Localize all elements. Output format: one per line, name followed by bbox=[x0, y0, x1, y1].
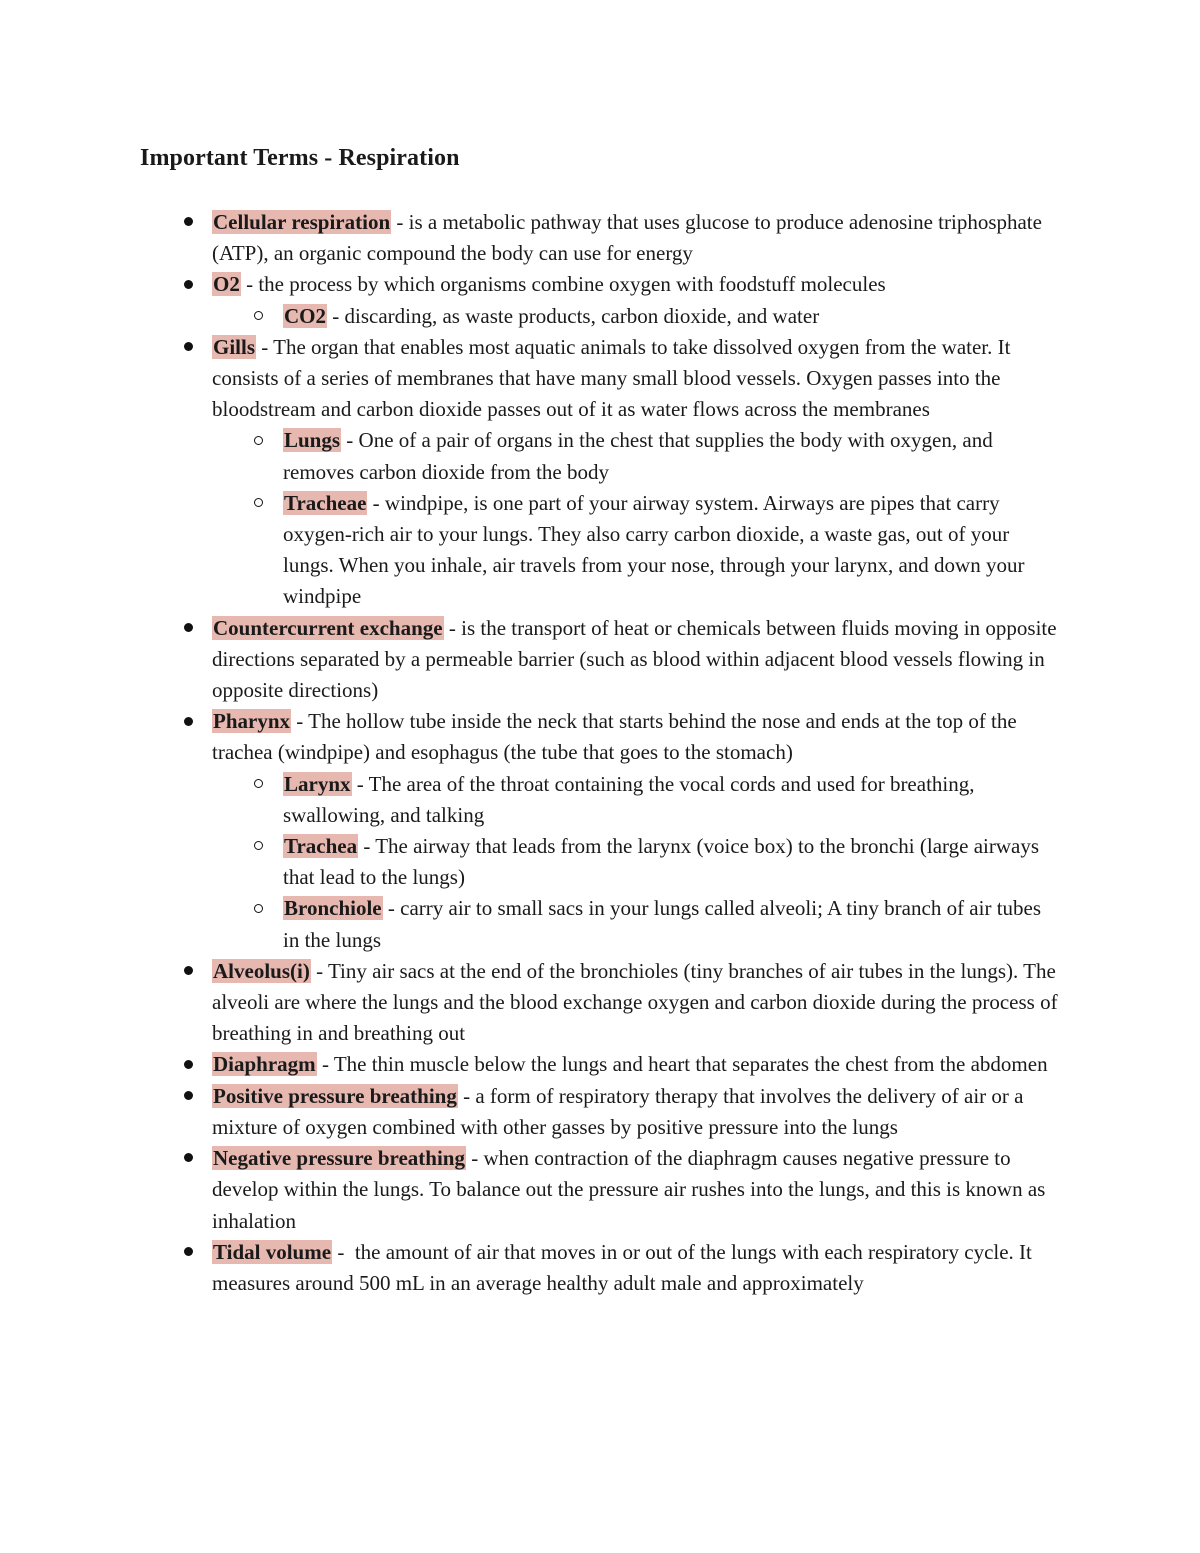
term-label: CO2 bbox=[284, 303, 326, 328]
term-label: Larynx bbox=[284, 771, 351, 796]
term-definition: windpipe, is one part of your airway system. Airways are pipes that carry oxygen-rich air to your lungs. They also carry carbon dioxide, a waste gas, out of your lungs. When you inhale, air travels from your nose, through your larynx, and down your windpipe bbox=[283, 490, 1025, 609]
term-separator: - bbox=[327, 303, 345, 328]
list-item bbox=[140, 893, 1060, 955]
term-label: Trachea bbox=[284, 834, 358, 859]
hollow-bullet-icon bbox=[248, 893, 268, 924]
term-label: Tracheae bbox=[284, 490, 367, 515]
term-definition: The area of the throat containing the vocal cords and used for breathing, swallowing, and talking bbox=[283, 771, 975, 827]
bullet-icon bbox=[178, 613, 198, 644]
list-item bbox=[140, 956, 1060, 1050]
term-separator: - bbox=[310, 958, 328, 983]
term-label: Diaphragm bbox=[213, 1052, 316, 1077]
term-separator: - bbox=[443, 615, 462, 640]
bullet-icon bbox=[178, 1237, 198, 1268]
term-definition: is a metabolic pathway that uses glucose to produce adenosine triphosphate (ATP), an organic compound the body can use for energy bbox=[212, 210, 1042, 266]
list-item bbox=[140, 831, 1060, 893]
bullet-icon bbox=[178, 706, 198, 737]
list-item bbox=[140, 332, 1060, 426]
term-label: Negative pressure breathing bbox=[213, 1146, 465, 1171]
bullet-icon bbox=[178, 269, 198, 300]
term-separator: - bbox=[367, 490, 385, 515]
term-definition: is the transport of heat or chemicals between fluids moving in opposite directions separated by a permeable barrier (such as blood within adjacent blood vessels flowing in opposite directions) bbox=[212, 615, 1057, 703]
list-item bbox=[140, 706, 1060, 768]
hollow-bullet-icon bbox=[248, 769, 268, 800]
term-separator: - bbox=[457, 1083, 476, 1108]
list-item bbox=[140, 1143, 1060, 1237]
term-definition: The airway that leads from the larynx (voice box) to the bronchi (large airways that lead to the lungs) bbox=[283, 834, 1040, 890]
page-title: Important Terms - Respiration bbox=[140, 145, 460, 171]
term-definition: carry air to small sacs in your lungs called alveoli; A tiny branch of air tubes in the lungs bbox=[283, 896, 1042, 952]
term-separator: - bbox=[256, 334, 274, 359]
list-item bbox=[140, 769, 1060, 831]
term-label: Cellular respiration bbox=[213, 210, 391, 234]
hollow-bullet-icon bbox=[248, 831, 268, 862]
term-definition: a form of respiratory therapy that involves the delivery of air or a mixture of oxygen combined with other gasses by positive pressure into the lungs bbox=[212, 1083, 1024, 1139]
hollow-bullet-icon bbox=[248, 301, 268, 332]
list-item bbox=[140, 613, 1060, 707]
term-label: Countercurrent exchange bbox=[213, 615, 443, 640]
term-label: Bronchiole bbox=[284, 896, 382, 921]
term-label: Lungs bbox=[284, 428, 341, 453]
term-definition: the amount of air that moves in or out of the lungs with each respiratory cycle. It measures around 500 mL in an average healthy adult male and approximately bbox=[212, 1239, 1032, 1295]
term-label: Pharynx bbox=[213, 709, 291, 734]
term-label: Tidal volume bbox=[213, 1239, 332, 1264]
term-definition: discarding, as waste products, carbon dioxide, and water bbox=[344, 303, 820, 328]
term-separator: - bbox=[240, 272, 259, 297]
term-definition: The hollow tube inside the neck that starts behind the nose and ends at the top of the trachea (windpipe) and esophagus (the tube that goes to the stomach) bbox=[212, 709, 1017, 765]
bullet-icon bbox=[178, 207, 198, 238]
term-separator: - bbox=[341, 428, 359, 453]
list-item bbox=[140, 425, 1060, 487]
hollow-bullet-icon bbox=[248, 488, 268, 519]
term-definition: One of a pair of organs in the chest that supplies the body with oxygen, and removes carbon dioxide from the body bbox=[283, 428, 993, 484]
bullet-icon bbox=[178, 1143, 198, 1174]
term-definition: The organ that enables most aquatic animals to take dissolved oxygen from the water. It consists of a series of membranes that have many small blood vessels. Oxygen passes into the bloodstream and carbon dioxide passes out of it as water flows across the membranes bbox=[212, 334, 1011, 422]
terms-list bbox=[140, 207, 1060, 1299]
term-definition: Tiny air sacs at the end of the bronchioles (tiny branches of air tubes in the lungs). The alveoli are where the lungs and the blood exchange oxygen and carbon dioxide during the process of breathing in and breathing out bbox=[212, 958, 1058, 1046]
list-item bbox=[140, 1237, 1060, 1299]
list-item bbox=[140, 301, 1060, 332]
term-separator: - bbox=[382, 896, 401, 921]
bullet-icon bbox=[178, 956, 198, 987]
term-label: O2 bbox=[213, 272, 240, 297]
term-separator: - bbox=[391, 210, 409, 234]
term-label: Positive pressure breathing bbox=[213, 1083, 457, 1108]
term-separator: - bbox=[358, 834, 376, 859]
term-definition: The thin muscle below the lungs and heart that separates the chest from the abdomen bbox=[333, 1052, 1048, 1077]
list-item bbox=[140, 488, 1060, 613]
hollow-bullet-icon bbox=[248, 425, 268, 456]
term-separator: - bbox=[351, 771, 369, 796]
term-separator: - bbox=[466, 1146, 484, 1171]
term-separator: - bbox=[291, 709, 309, 734]
term-separator: - bbox=[316, 1052, 334, 1077]
bullet-icon bbox=[178, 332, 198, 363]
term-definition: the process by which organisms combine oxygen with foodstuff molecules bbox=[258, 272, 886, 297]
term-label: Gills bbox=[213, 334, 256, 359]
bullet-icon bbox=[178, 1049, 198, 1080]
list-item bbox=[140, 1049, 1060, 1080]
term-separator: - bbox=[332, 1239, 355, 1264]
bullet-icon bbox=[178, 1081, 198, 1112]
term-definition: when contraction of the diaphragm causes negative pressure to develop within the lungs. To balance out the pressure air rushes into the lungs, and this is known as inhalation bbox=[212, 1146, 1046, 1233]
list-item bbox=[140, 1081, 1060, 1143]
list-item bbox=[140, 269, 1060, 300]
list-item bbox=[140, 207, 1060, 269]
term-label: Alveolus(i) bbox=[213, 958, 310, 983]
